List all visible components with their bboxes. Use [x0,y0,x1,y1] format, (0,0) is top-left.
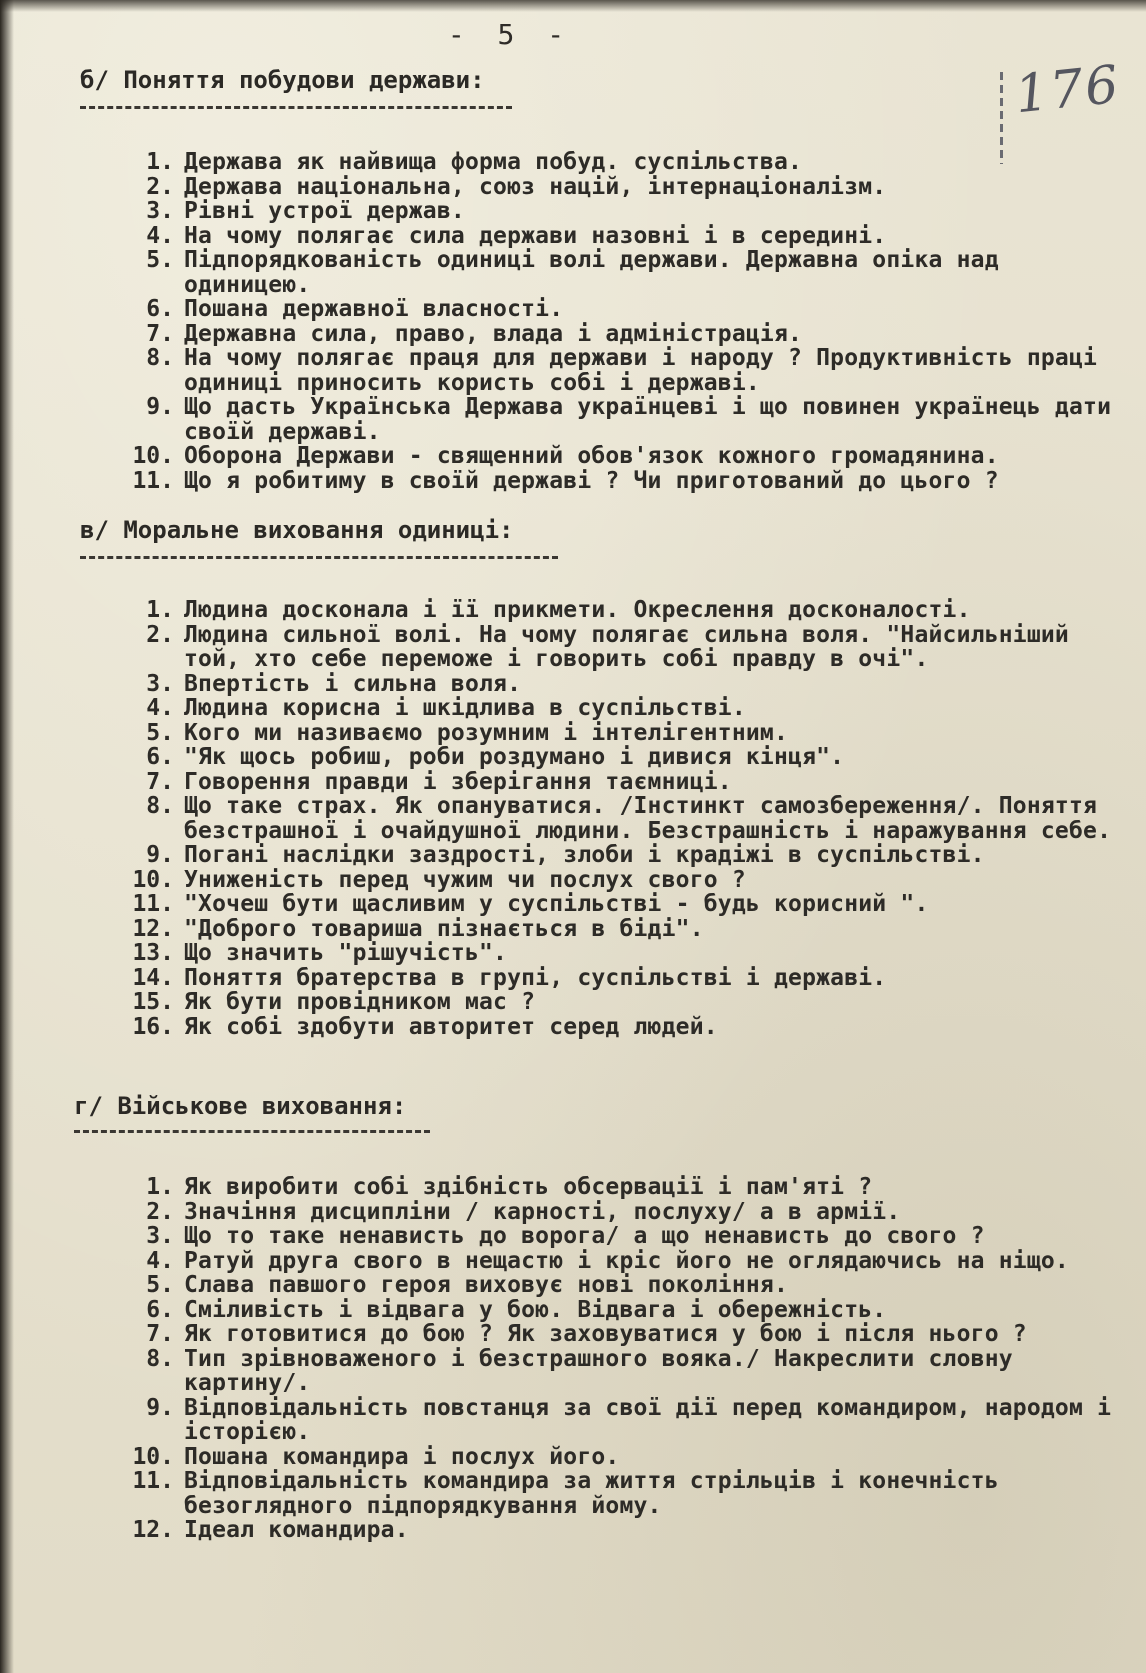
heading-underline [74,1130,430,1133]
item-text: Значіння дисципліни / карності, послуху/ а в армії. [184,1198,901,1225]
item-text: Що дасть Українська Держава українцеві і що повинен українець дати своїй державі. [184,394,1112,445]
item-number: 10. [132,866,174,893]
list-item [128,1273,1128,1298]
item-text: Слава павшого героя виховує нові покоління. [184,1272,789,1298]
item-text: Погані наслідки заздрості, злоби і крадіжі в суспільстві. [184,842,985,868]
item-text: Що таке страх. Як опануватися. /Інстинкт самозбереження/. Поняття безстрашної і очайдушної людини. Безстрашність і наражування себе. [184,793,1112,844]
item-text: Говорення правди і зберігання таємниці. [184,768,732,795]
item-number: 6. [146,744,174,770]
item-number: 4. [146,222,174,249]
list-item [128,623,1133,672]
item-text: Рівні устрої держав. [184,198,465,224]
item-text: Поняття братерства в групі, суспільстві і державі. [184,964,887,991]
item-number: 13. [132,940,174,966]
list-item [128,199,1128,224]
list-item [128,175,1128,200]
item-number: 12. [132,915,174,942]
item-text: Впертість і сильна воля. [184,670,522,697]
scan-edge-shadow [0,0,14,1673]
item-number: 7. [146,768,174,795]
item-text: Людина корисна і шкідлива в суспільстві. [184,695,746,721]
list-item [128,1200,1128,1225]
list-item [128,444,1128,469]
scan-top-shadow [0,0,1146,12]
item-text: Відповідальність командира за життя стрільців і конечність безоглядного підпорядкування йому. [184,1468,999,1519]
item-text: Сміливість і відвага у бою. Відвага і обережність. [184,1296,887,1323]
list-item [128,598,1133,623]
item-number: 11. [132,891,174,917]
list-item [128,1015,1133,1040]
item-number: 2. [146,621,174,648]
list-item [128,966,1133,991]
item-text: "Доброго товариша пізнається в біді". [184,915,704,942]
item-number: 11. [132,1468,174,1494]
item-number: 1. [146,149,174,175]
item-number: 9. [146,842,174,868]
list-item [128,892,1133,917]
list-item [128,770,1133,795]
item-text: Людина досконала і її прикмети. Окреслення досконалості. [184,597,971,623]
list-item [128,1298,1128,1323]
section-heading: б/ Поняття побудови держави: [80,66,485,94]
heading-underline [80,556,558,559]
list-item [128,1469,1128,1518]
item-list [128,1175,1128,1543]
item-number: 10. [132,443,174,469]
item-text: Ідеал командира. [184,1517,409,1543]
item-number: 7. [146,320,174,347]
item-text: Пошана державної власності. [184,296,564,322]
list-item [128,917,1133,942]
item-text: Держава як найвища форма побуд. суспільства. [184,149,803,175]
item-text: Держава національна, союз націй, інтернаціоналізм. [184,173,887,200]
item-text: Пошана командира і послух його. [184,1443,620,1470]
item-number: 9. [146,394,174,420]
item-text: Оборона Держави - священний обов'язок кожного громадянина. [184,443,999,469]
item-number: 3. [146,1223,174,1249]
item-text: На чому полягає праця для держави і народу ? Продуктивність праці одиниці приносить користь собі і державі. [184,345,1098,396]
item-text: "Як щось робиш, роби роздумано і дивися кінця". [184,744,845,770]
list-item [128,1224,1128,1249]
list-item [128,1445,1128,1470]
item-number: 10. [132,1443,174,1470]
page-number: - 5 - [447,18,573,51]
item-number: 12. [132,1517,174,1543]
item-number: 2. [146,1198,174,1225]
item-number: 8. [146,793,174,819]
item-text: Що значить "рішучість". [184,940,508,966]
list-item [128,1322,1128,1347]
item-text: "Хочеш бути щасливим у суспільстві - будь корисний ". [184,891,929,917]
item-number: 15. [132,989,174,1015]
item-text: Як виробити собі здібність обсервації і пам'яті ? [184,1174,873,1200]
item-number: 5. [146,247,174,273]
item-number: 8. [146,1345,174,1372]
list-item [128,672,1133,697]
section-heading: г/ Військове виховання: [74,1092,407,1120]
list-item [128,346,1128,395]
section-heading: в/ Моральне виховання одиниці: [80,516,514,544]
item-list [128,598,1133,1039]
item-number: 4. [146,695,174,721]
list-item [128,469,1128,494]
item-text: Як собі здобути авторитет серед людей. [184,1013,718,1040]
item-number: 4. [146,1247,174,1274]
list-item [128,745,1133,770]
item-number: 5. [146,1272,174,1298]
item-text: Як готовитися до бою ? Як заховуватися у бою і після нього ? [184,1321,1027,1347]
list-item [128,297,1128,322]
list-item [128,1347,1128,1396]
list-item [128,395,1128,444]
item-number: 3. [146,198,174,224]
item-number: 2. [146,173,174,200]
item-text: Тип зрівноваженого і безстрашного вояка./ Накреслити словну картину/. [184,1345,1013,1396]
list-item [128,794,1133,843]
list-item [128,1518,1128,1543]
archive-folio-number: 176 [1012,54,1124,126]
list-item [128,248,1128,297]
item-number: 6. [146,1296,174,1323]
item-text: Державна сила, право, влада і адміністрація. [184,320,803,347]
list-item [128,696,1133,721]
list-item [128,721,1133,746]
item-text: Що я робитиму в своїй державі ? Чи приготований до цього ? [184,467,999,494]
item-number: 8. [146,345,174,371]
list-item [128,990,1133,1015]
item-text: Підпорядкованість одиниці волі держави. Державна опіка над одиницею. [184,247,999,298]
item-list [128,150,1128,493]
item-number: 1. [146,1174,174,1200]
item-number: 7. [146,1321,174,1347]
list-item [128,322,1128,347]
item-number: 1. [146,597,174,623]
item-text: Кого ми називаємо розумним і інтелігентним. [184,719,789,746]
heading-underline [80,106,512,109]
list-item [128,224,1128,249]
item-text: Ратуй друга свого в нещастю і кріс його не оглядаючись на ніщо. [184,1247,1069,1274]
item-text: Відповідальність повстанця за свої дії перед командиром, народом і історією. [184,1394,1112,1445]
list-item [128,1175,1128,1200]
list-item [128,1396,1128,1445]
list-item [128,941,1133,966]
list-item [128,150,1128,175]
list-item [128,843,1133,868]
item-text: Як бути провідником мас ? [184,989,536,1015]
item-text: Униженість перед чужим чи послух свого ? [184,866,746,893]
item-number: 16. [132,1013,174,1040]
item-number: 3. [146,670,174,697]
item-number: 6. [146,296,174,322]
list-item [128,868,1133,893]
item-number: 11. [132,467,174,494]
list-item [128,1249,1128,1274]
item-text: Що то таке ненависть до ворога/ а що ненависть до свого ? [184,1223,985,1249]
item-number: 14. [132,964,174,991]
item-text: Людина сильної волі. На чому полягає сильна воля. "Найсильніший той, хто себе переможе і говорить собі правду в очі". [184,621,1069,672]
item-number: 9. [146,1394,174,1421]
item-number: 5. [146,719,174,746]
item-text: На чому полягає сила держави назовні і в середині. [184,222,887,249]
